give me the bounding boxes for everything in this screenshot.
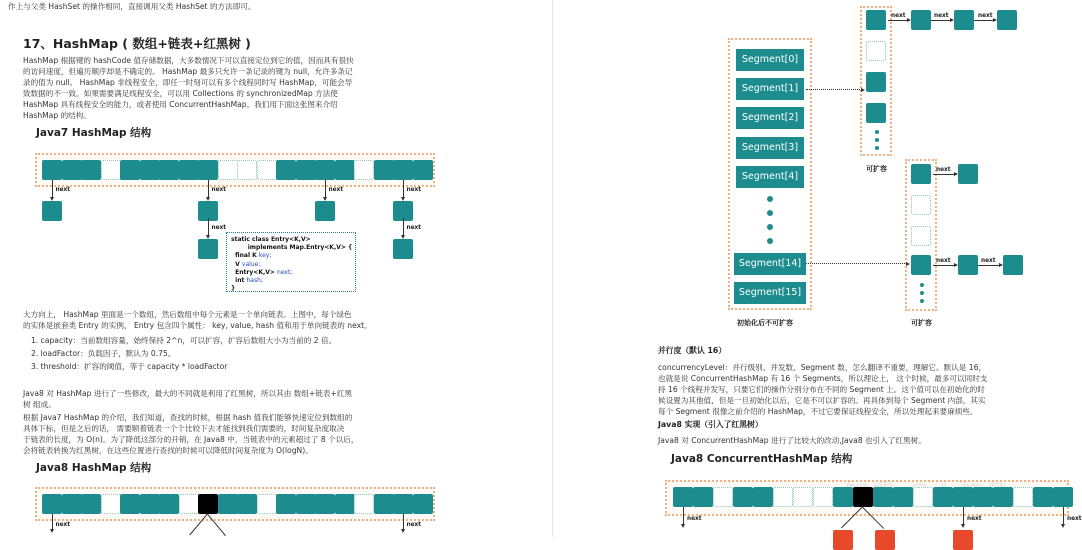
bucket-entry: [413, 494, 433, 514]
bucket-entry: [393, 160, 413, 180]
bucket-entry: [237, 494, 257, 514]
red-tree-node: [875, 530, 895, 550]
entry-node: [866, 10, 886, 30]
left-page: [0, 0, 552, 537]
next-arrow: [931, 20, 951, 21]
next-arrow: [52, 180, 53, 198]
next-arrow: [974, 20, 994, 21]
bucket-entry: [374, 160, 394, 180]
ellipsis-dot: [767, 196, 773, 202]
bucket-entry: [1033, 487, 1053, 507]
next-label: next: [328, 187, 344, 193]
next-label: next: [55, 187, 71, 193]
empty-bucket: [354, 160, 374, 180]
bucket-entry: [81, 160, 101, 180]
entry-node: [393, 239, 413, 259]
next-label: next: [967, 516, 982, 522]
empty-bucket: [237, 160, 257, 180]
entry-node: [911, 164, 931, 184]
bucket-entry: [218, 494, 238, 514]
next-arrow: [52, 514, 53, 530]
empty-bucket: [911, 226, 931, 246]
segment-0: Segment[0]: [736, 49, 804, 71]
intro-paragraph: HashMap 根据键的 hashCode 值存储数据，大多数情况下可以直接定位到它的值，因而具有很快 的访问速度，但遍历顺序却是不确定的。 HashMap 最多只允许一条记录的键为 null，允许多条记 录的值为 null。 HashMap 非线程安全，即任一时刻可以有多个线程同时写 HashMap，可能会导 致数据的不一致。如果需要满足线程安全，可以用 Collections 的 synchronizedMap 方法使 HashMap 具有线程安全的能力，或者使用 ConcurrentHashMap。我们用下面这张图来介绍 HashMap 的结构。: [23, 56, 354, 120]
red-tree-node: [833, 530, 853, 550]
ellipsis-dot: [767, 224, 773, 230]
bucket-entry: [42, 494, 62, 514]
entry-code-block: static class Entry<K,V> implements Map.Entry<K,V> { final K key; V value; Entry<K,V> next; int hash; }: [226, 232, 356, 292]
treebin-node: [198, 494, 218, 514]
java8-chm-title: Java8 ConcurrentHashMap 结构: [671, 453, 853, 465]
empty-bucket: [866, 41, 886, 61]
paragraph-2: 大方向上， HashMap 里面是一个数组，然后数组中每个元素是一个单向链表。上图中，每个绿色 的实体是嵌套类 Entry 的实例， Entry 包含四个属性： key, value, hash 值和用于单向链表的 next。: [23, 310, 372, 330]
segment-1: Segment[1]: [736, 78, 804, 100]
bucket-entry: [315, 494, 335, 514]
entry-node: [42, 201, 62, 221]
bucket-entry: [315, 160, 335, 180]
bucket-entry: [120, 494, 140, 514]
next-label: next: [936, 167, 951, 173]
red-tree-node: [953, 530, 973, 550]
bucket-entry: [42, 160, 62, 180]
next-arrow: [208, 180, 209, 198]
ellipsis-dot: [920, 291, 924, 295]
bucket-entry: [179, 160, 199, 180]
next-arrow: [933, 265, 955, 266]
empty-bucket: [354, 494, 374, 514]
bucket-entry: [159, 494, 179, 514]
entry-node: [315, 201, 335, 221]
entry-node: [911, 10, 931, 30]
section-heading: 17、HashMap ( 数组+链表+红黑树 ): [23, 36, 251, 51]
bucket-entry: [753, 487, 773, 507]
top-line: 作上与父类 HashSet 的操作相同，直接调用父类 HashSet 的方法即可。: [8, 2, 256, 11]
segment-14: Segment[14]: [734, 253, 806, 275]
bucket-entry: [335, 160, 355, 180]
next-label: next: [978, 13, 993, 19]
ellipsis-dot: [920, 283, 924, 287]
segment-4: Segment[4]: [736, 166, 804, 188]
bucket-entry: [276, 160, 296, 180]
ellipsis-dot: [920, 299, 924, 303]
next-arrow: [683, 507, 684, 525]
ellipsis-dot: [875, 130, 879, 134]
next-label: next: [406, 187, 422, 193]
java7-title: Java7 HashMap 结构: [36, 127, 152, 139]
bucket-entry: [1053, 487, 1073, 507]
empty-bucket: [101, 160, 121, 180]
ellipsis-dot: [767, 210, 773, 216]
bucket-entry: [296, 494, 316, 514]
empty-bucket: [257, 160, 277, 180]
next-label: next: [981, 258, 996, 264]
empty-bucket: [218, 160, 238, 180]
bucket-entry: [953, 487, 973, 507]
bucket-entry: [62, 160, 82, 180]
next-arrow: [403, 218, 404, 236]
bucket-entry: [413, 160, 433, 180]
concurrency-title: 并行度（默认 16）: [658, 346, 727, 355]
bucket-entry: [335, 494, 355, 514]
bucket-entry: [159, 160, 179, 180]
ellipsis-dot: [767, 238, 773, 244]
next-arrow: [208, 218, 209, 236]
next-label: next: [406, 522, 422, 528]
bucket-entry: [198, 160, 218, 180]
next-arrow: [963, 507, 964, 525]
bucket-entry: [393, 494, 413, 514]
caption-expandable-2: 可扩容: [911, 319, 932, 327]
right-page: [552, 0, 1082, 537]
entry-node: [198, 239, 218, 259]
entry-node: [1003, 255, 1023, 275]
empty-bucket: [913, 487, 933, 507]
bucket-entry: [296, 160, 316, 180]
bucket-entry: [833, 487, 853, 507]
next-label: next: [936, 258, 951, 264]
bucket-entry: [873, 487, 893, 507]
segment-15: Segment[15]: [734, 282, 806, 304]
entry-node: [866, 72, 886, 92]
ellipsis-dot: [875, 146, 879, 150]
segment14-pointer: [806, 263, 907, 264]
bucket-entry: [62, 494, 82, 514]
bucket-entry: [973, 487, 993, 507]
next-arrow: [403, 514, 404, 530]
empty-bucket: [179, 494, 199, 514]
concurrency-paragraph: concurrencyLevel：并行级别、并发数、Segment 数，怎么翻译不重要，理解它。默认是 16， 也就是说 ConcurrentHashMap 有 16 个 Segments，所以理论上， 这个时候，最多可以同时支 持 16 个线程并发写，只要它们的操作分别分布在不同的 Segment 上。这个值可以在初始化的时 候设置为其他值，但是一旦初始化以后，它是不可以扩容的。再具体到每个 Segment 内部，其实 每个 Segment 很像之前介绍的 HashMap，不过它要保证线程安全，所以处理起来要麻烦些。: [658, 363, 988, 416]
empty-bucket: [1013, 487, 1033, 507]
empty-bucket: [713, 487, 733, 507]
java8-title: Java8 HashMap 结构: [36, 462, 152, 474]
entry-node: [911, 255, 931, 275]
bucket-entry: [993, 487, 1013, 507]
empty-bucket: [813, 487, 833, 507]
segment-2: Segment[2]: [736, 107, 804, 129]
empty-bucket: [773, 487, 793, 507]
next-arrow: [1063, 507, 1064, 525]
bucket-entry: [893, 487, 913, 507]
caption-init-not-expandable: 初始化后不可扩容: [737, 319, 793, 327]
next-arrow: [978, 265, 1000, 266]
bucket-entry: [733, 487, 753, 507]
empty-bucket: [101, 494, 121, 514]
ellipsis-dot: [875, 138, 879, 142]
next-label: next: [55, 522, 71, 528]
segment-3: Segment[3]: [736, 137, 804, 159]
next-label: next: [406, 225, 422, 231]
segment1-pointer: [806, 89, 862, 90]
properties-list: 1. capacity：当前数组容量，始终保持 2^n，可以扩容，扩容后数组大小为当前的 2 倍。 2. loadFactor：负载因子，默认为 0.75。 3. threshold：扩容的阈值，等于 capacity * loadFactor: [31, 336, 337, 371]
bucket-entry: [673, 487, 693, 507]
bucket-entry: [81, 494, 101, 514]
entry-node: [954, 10, 974, 30]
next-label: next: [211, 225, 227, 231]
next-arrow: [325, 180, 326, 198]
next-label: next: [211, 187, 227, 193]
entry-node: [866, 103, 886, 123]
next-label: next: [1067, 516, 1082, 522]
java8-impl-paragraph: Java8 对 ConcurrentHashMap 进行了比较大的改动,Java8 也引入了红黑树。: [658, 436, 926, 445]
empty-bucket: [257, 494, 277, 514]
bucket-entry: [120, 160, 140, 180]
empty-bucket: [793, 487, 813, 507]
paragraph-3: Java8 对 HashMap 进行了一些修改，最大的不同就是利用了红黑树，所以其由 数组+链表+红黑 树 组成。 根据 Java7 HashMap 的介绍，我们知道，查找的时候，根据 hash 值我们能够快速定位到数组的 具体下标，但是之后的话， 需要顺着链表一个个比较下去才能找到我们需要的，时间复杂度取决 于链表的长度，为 O(n)。为了降低这部分的开销，在 Java8 中，当链表中的元素超过了 8 个以后， 会将链表转换为红黑树，在这些位置进行查找的时候可以降低时间复杂度为 O(logN)。: [23, 389, 359, 455]
bucket-entry: [140, 494, 160, 514]
treebin-node: [853, 487, 873, 507]
next-arrow: [933, 174, 955, 175]
next-arrow: [888, 20, 908, 21]
next-label: next: [687, 516, 702, 522]
entry-node: [997, 10, 1017, 30]
entry-node: [958, 164, 978, 184]
bucket-entry: [933, 487, 953, 507]
bucket-entry: [140, 160, 160, 180]
bucket-entry: [276, 494, 296, 514]
next-label: next: [891, 13, 906, 19]
entry-node: [958, 255, 978, 275]
bucket-entry: [693, 487, 713, 507]
caption-expandable-1: 可扩容: [866, 165, 887, 173]
java8-impl-title: Java8 实现（引入了红黑树）: [658, 420, 763, 429]
next-label: next: [934, 13, 949, 19]
next-arrow: [403, 180, 404, 198]
empty-bucket: [911, 195, 931, 215]
bucket-entry: [374, 494, 394, 514]
